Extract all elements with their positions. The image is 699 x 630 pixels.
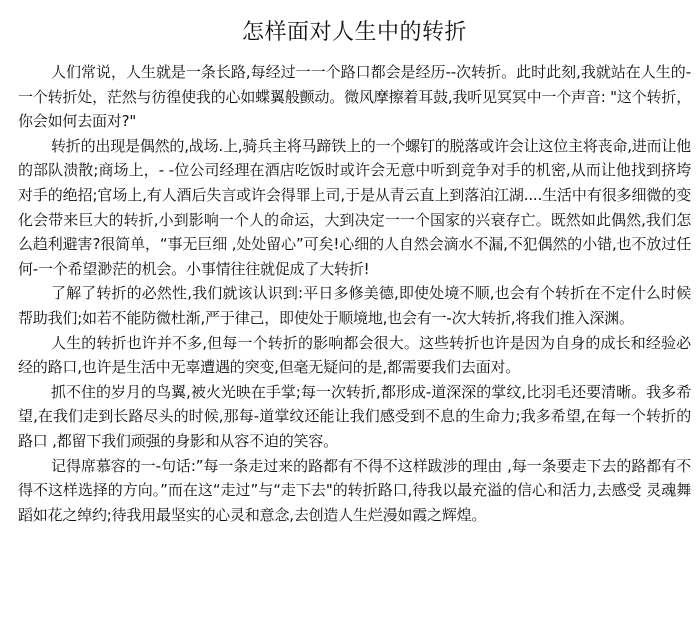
page-title: 怎样面对人生中的转折 (241, 20, 467, 45)
paragraph-5: 抓不住的岁月的鸟翼,被火光映在手掌;每一次转折,都形成-道深深的掌纹,比羽毛还要清晰。我多希望,在我们走到长路尽头的时候,那每-道掌纹还能让我们感受到不息的生命力;我多希望,在每一个转折的路口 ,都留下我们顽强的身影和从容不迫的笑容。 (18, 382, 691, 450)
paragraph-3: 了解了转折的必然性,我们就该认识到:平日多修美德,即使处境不顺,也会有个转折在不定什么时候帮助我们;如若不能防微杜渐,严于律己，即使处于顺境地,也会有一-次大转折,将我们推入深渊。 (18, 284, 691, 327)
paragraph-6: 记得席慕容的一-句话:”每一条走过来的路都有不得不这样跋涉的理由 ,每一条要走下去的路都有不得不这样选择的方向。”而在这“走过”与“走下去"的转折路口,待我以最充溢的信心和活力,去感受 灵魂舞蹈如花之绰约;待我用最坚实的心灵和意念,去创造人生烂漫如霞之辉煌。 (18, 456, 691, 524)
paragraph-4: 人生的转折也许并不多,但每一个转折的影响都会很大。这些转折也许是因为自身的成长和经验必经的路口,也许是生活中无辜遭遇的突变,但毫无疑问的是,都需要我们去面对。 (18, 333, 691, 377)
paragraph-2: 转折的出现是偶然的,战场.上,骑兵主将马蹄铁上的一个螺钉的脱落或许会让这位主将丧命,进而让他的部队溃散;商场上，- -位公司经理在酒店吃饭时或许会无意中听到竞争对手的机密,从而让他找到挤垮对手的绝招;官场上,有人酒后失言或许会得罪上司,于是从青云直上到落泊江湖....生活中有很多细微的变化会带来巨大的转折,小到影响一个人的命运，大到决定一一个国家的兴衰存亡。既然如此偶然,我们怎么趋利避害?很简单，“事无巨细 ,处处留心”可矣!心细的人自然会滴水不漏,不犯偶然的小错,也不放过任何-一个希望渺茫的机会。小事情往往就促成了大转折! (18, 136, 691, 278)
paragraph-1: 人们常说，人生就是一条长路,每经过一一个路口都会是经历--次转折。此时此刻,我就站在人生的-一个转折处，茫然与彷徨使我的心如蝶翼般颤动。微风摩擦着耳鼓,我听见冥冥中一个声音: "这个转折，你会如何去面对?" (18, 63, 691, 131)
article-body (18, 60, 691, 527)
